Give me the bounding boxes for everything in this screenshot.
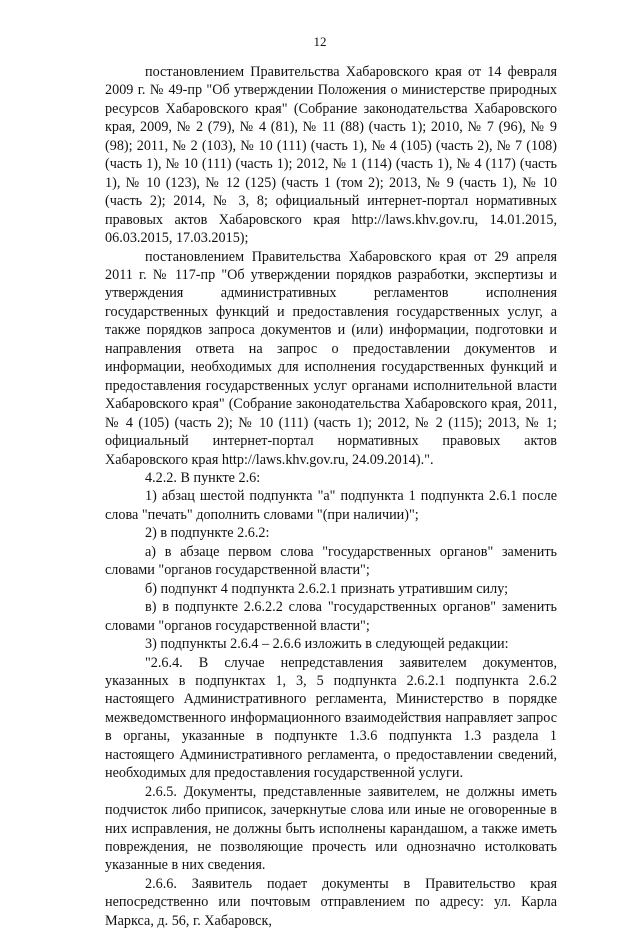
paragraph-resolution-117pr: постановлением Правительства Хабаровского края от 29 апреля 2011 г. № 117-пр "Об утверждении порядков разработки, экспертизы и утверждения административных регламентов исполнения государственных функций и предоставления государственных услуг, а также порядков запроса документов и (или) информации, подготовки и направления ответа на запрос о предоставлении документов и информации, необходимых для исполнения государственных функций и предоставления государственных услуг органами исполнительной власти Хабаровского края" (Собрание законодательства Хабаровского края, 2011, № 4 (105) (часть 2); № 10 (111) (часть 1); 2012, № 2 (115); 2013, № 1; официальный интернет-портал нормативных правовых актов Хабаровского края http://laws.khv.gov.ru, 24.09.2014).".	[105, 248, 557, 468]
paragraph-resolution-49pr: постановлением Правительства Хабаровского края от 14 февраля 2009 г. № 49-пр "Об утверждении Положения о министерстве природных ресурсов Хабаровского края" (Собрание законодательства Хабаровского края, 2009, № 2 (79), № 4 (81), № 11 (88) (часть 1); 2010, № 7 (96), № 9 (98); 2011, № 2 (103), № 10 (111) (часть 1), № 4 (105) (часть 2), № 7 (108) (часть 1), № 10 (111) (часть 1); 2012, № 1 (114) (часть 1), № 4 (117) (часть 1), № 10 (123), № 12 (125) (часть 1 (том 2); 2013, № 9 (часть 1), № 10 (часть 2); 2014, № 3, 8; официальный интернет-портал нормативных правовых актов Хабаровского края http://laws.khv.gov.ru, 14.01.2015, 06.03.2015, 17.03.2015);	[105, 64, 557, 247]
paragraph-item-2v: в) в подпункте 2.6.2.2 слова "государственных органов" заменить словами "органов государственной власти";	[105, 599, 557, 634]
page-number: 12	[313, 34, 327, 49]
paragraph-4-2-2: 4.2.2. В пункте 2.6:	[145, 469, 261, 486]
paragraph-2-6-5: 2.6.5. Документы, представленные заявителем, не должны иметь подчисток либо приписок, зачеркнутые слова или иные не оговоренные в них исправления, не должны быть исполнены карандашом, а также иметь повреждения, не позволяющие прочесть или однозначно истолковать указанные в них сведения.	[105, 783, 557, 874]
paragraph-item-2b: б) подпункт 4 подпункта 2.6.2.1 признать утратившим силу;	[145, 580, 509, 597]
paragraph-2-6-6: 2.6.6. Заявитель подает документы в Правительство края непосредственно или почтовым отправлением по адресу: ул. Карла Маркса, д. 56, г. Хабаровск,	[105, 875, 557, 929]
paragraph-item-3: 3) подпункты 2.6.4 – 2.6.6 изложить в следующей редакции:	[145, 636, 509, 653]
paragraph-item-2a: а) в абзаце первом слова "государственных органов" заменить словами "органов государственной власти";	[105, 543, 557, 579]
paragraph-item-2: 2) в подпункте 2.6.2:	[145, 525, 270, 542]
document-body	[105, 63, 557, 930]
paragraph-item-1: 1) абзац шестой подпункта "а" подпункта 1 подпункта 2.6.1 после слова "печать" дополнить словами "(при наличии)";	[105, 488, 557, 523]
paragraph-2-6-4: "2.6.4. В случае непредставления заявителем документов, указанных в подпунктах 1, 3, 5 подпункта 2.6.2.1 подпункта 2.6.2 настоящего Административного регламента, Министерство в порядке межведомственного информационного взаимодействия направляет запрос в органы, указанные в подпункте 1.3.6 подпункта 1.3 раздела 1 настоящего Административного регламента, о предоставлении сведений, необходимых для предоставления государственной услуги.	[105, 654, 557, 782]
